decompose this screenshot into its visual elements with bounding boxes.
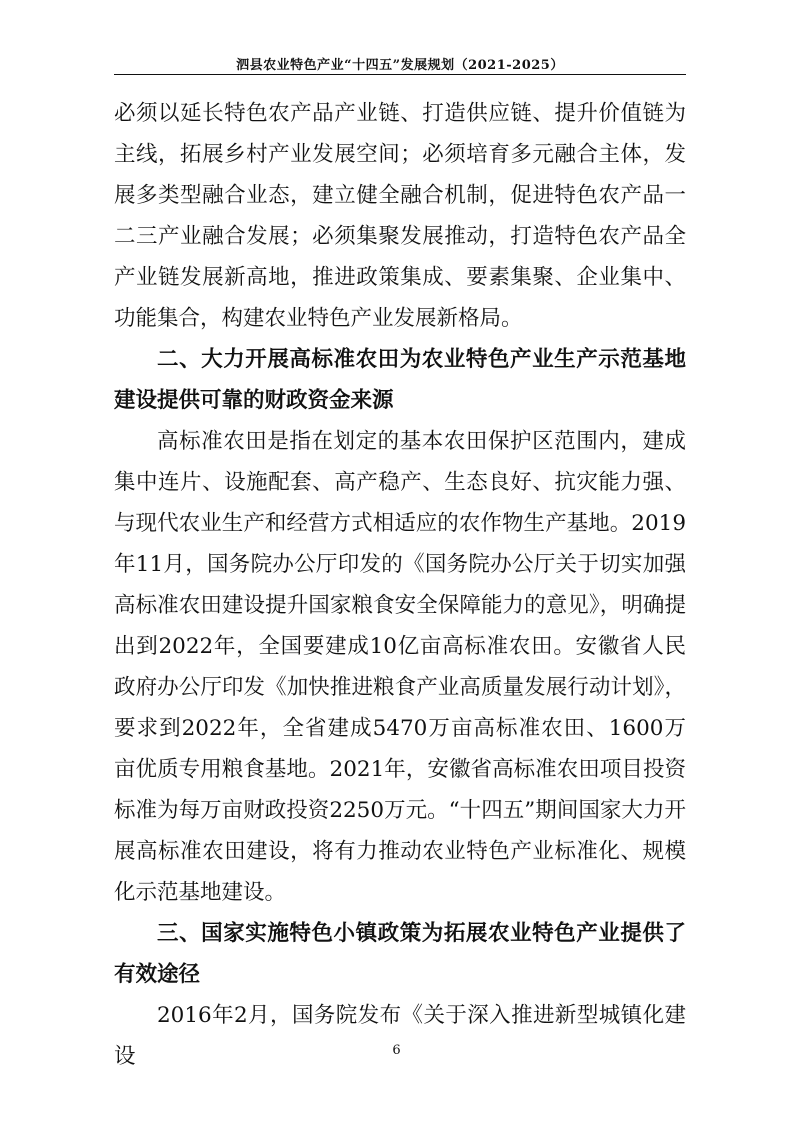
body-paragraph: 高标准农田是指在划定的基本农田保护区范围内，建成集中连片、设施配套、高产稳产、生态良好、抗灾能力强、与现代农业生产和经营方式相适应的农作物生产基地。2019年11月，国务院办公厅印发的《国务院办公厅关于切实加强高标准农田建设提升国家粮食安全保障能力的意见》，明确提出到2022年，全国要建成10亿亩高标准农田。安徽省人民政府办公厅印发《加快推进粮食产业高质量发展行动计划》，要求到2022年，全省建成5470万亩高标准农田、1600万亩优质专用粮食基地。2021年，安徽省高标准农田项目投资标准为每万亩财政投资2250万元。“十四五”期间国家大力开展高标准农田建设，将有力推动农业特色产业标准化、规模化示范基地建设。 [114, 429, 686, 905]
page-number: 6 [392, 1043, 401, 1058]
section-heading: 三、国家实施特色小镇政策为拓展农业特色产业提供了有效途径 [114, 921, 686, 987]
page-body [114, 93, 686, 1077]
running-header: 泗县农业特色产业“十四五”发展规划（2021-2025） [236, 58, 564, 73]
body-paragraph: 必须以延长特色农产品产业链、打造供应链、提升价值链为主线，拓展乡村产业发展空间；必须培育多元融合主体，发展多类型融合业态，建立健全融合机制，促进特色农产品一二三产业融合发展；必须集聚发展推动，打造特色农产品全产业链发展新高地，推进政策集成、要素集聚、企业集中、功能集合，构建农业特色产业发展新格局。 [114, 101, 686, 331]
body-paragraph: 2016年2月，国务院发布《关于深入推进新型城镇化建设 [114, 1003, 686, 1069]
header-rule [114, 74, 686, 75]
section-heading: 二、大力开展高标准农田为农业特色产业生产示范基地建设提供可靠的财政资金来源 [114, 347, 686, 413]
